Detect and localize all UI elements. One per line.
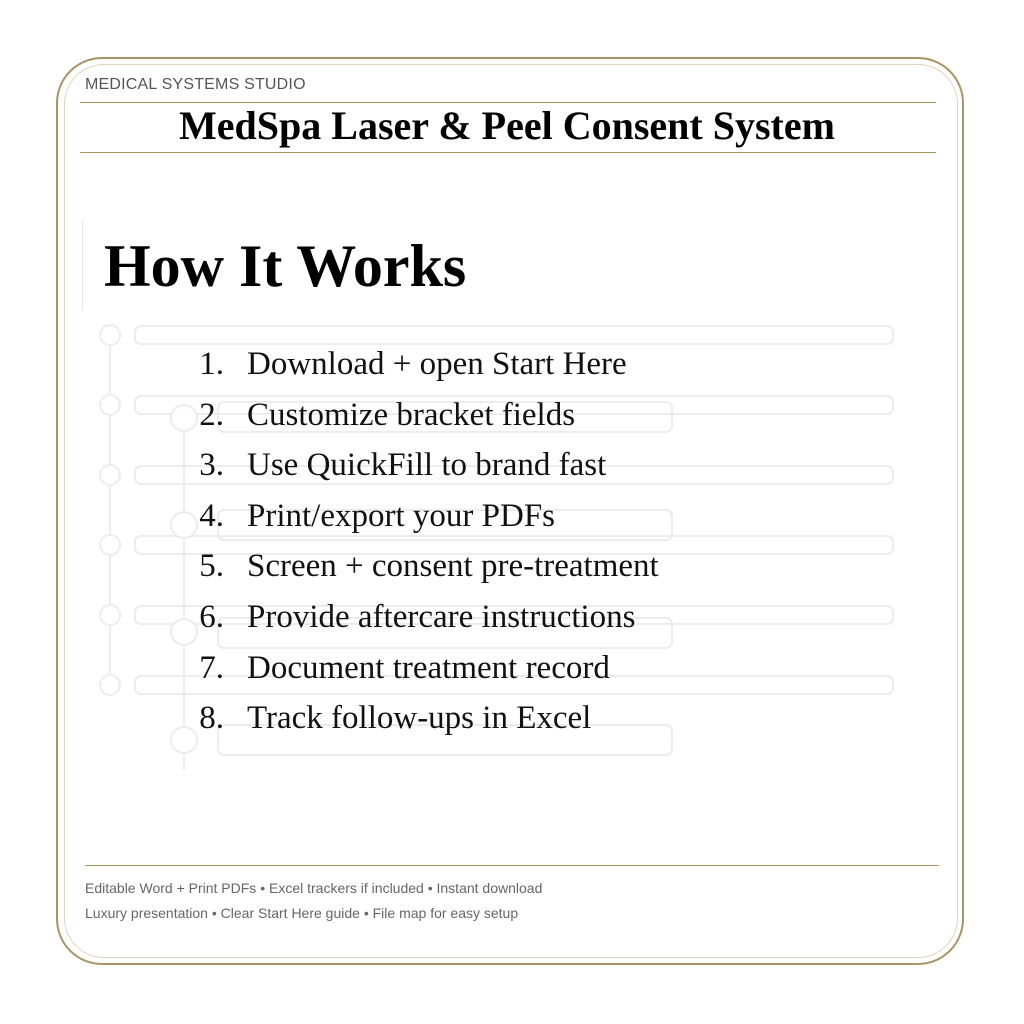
step-number: 7.: [199, 650, 224, 686]
step-text: Provide aftercare instructions: [247, 599, 636, 635]
step-number: 2.: [199, 397, 224, 433]
step-item: [188, 397, 748, 437]
step-item: [188, 447, 748, 487]
footer-line-2: Luxury presentation • Clear Start Here guide • File map for easy setup: [85, 905, 519, 921]
step-text: Print/export your PDFs: [247, 498, 556, 534]
step-text: Download + open Start Here: [247, 346, 627, 382]
step-item: [188, 548, 748, 588]
step-number: 6.: [199, 599, 224, 635]
step-text: Screen + consent pre-treatment: [247, 548, 659, 584]
section-title: How It Works: [104, 233, 467, 299]
step-item: [188, 650, 748, 690]
studio-label: MEDICAL SYSTEMS STUDIO: [85, 76, 306, 93]
step-number: 5.: [199, 548, 224, 584]
step-text: Track follow-ups in Excel: [247, 700, 592, 736]
footer-rule: [85, 865, 939, 866]
section-accent-bar: [82, 220, 83, 310]
step-item: [188, 599, 748, 639]
step-text: Document treatment record: [247, 650, 610, 686]
step-item: [188, 700, 748, 740]
header-bottom-rule: [80, 152, 936, 153]
page-title: MedSpa Laser & Peel Consent System: [179, 103, 835, 148]
step-number: 4.: [199, 498, 224, 534]
step-number: 1.: [199, 346, 224, 382]
footer-line-1: Editable Word + Print PDFs • Excel trackers if included • Instant download: [85, 880, 543, 896]
step-item: [188, 346, 748, 386]
step-text: Use QuickFill to brand fast: [247, 447, 607, 483]
step-item: [188, 498, 748, 538]
step-number: 3.: [199, 447, 224, 483]
step-number: 8.: [199, 700, 224, 736]
step-text: Customize bracket fields: [247, 397, 576, 433]
